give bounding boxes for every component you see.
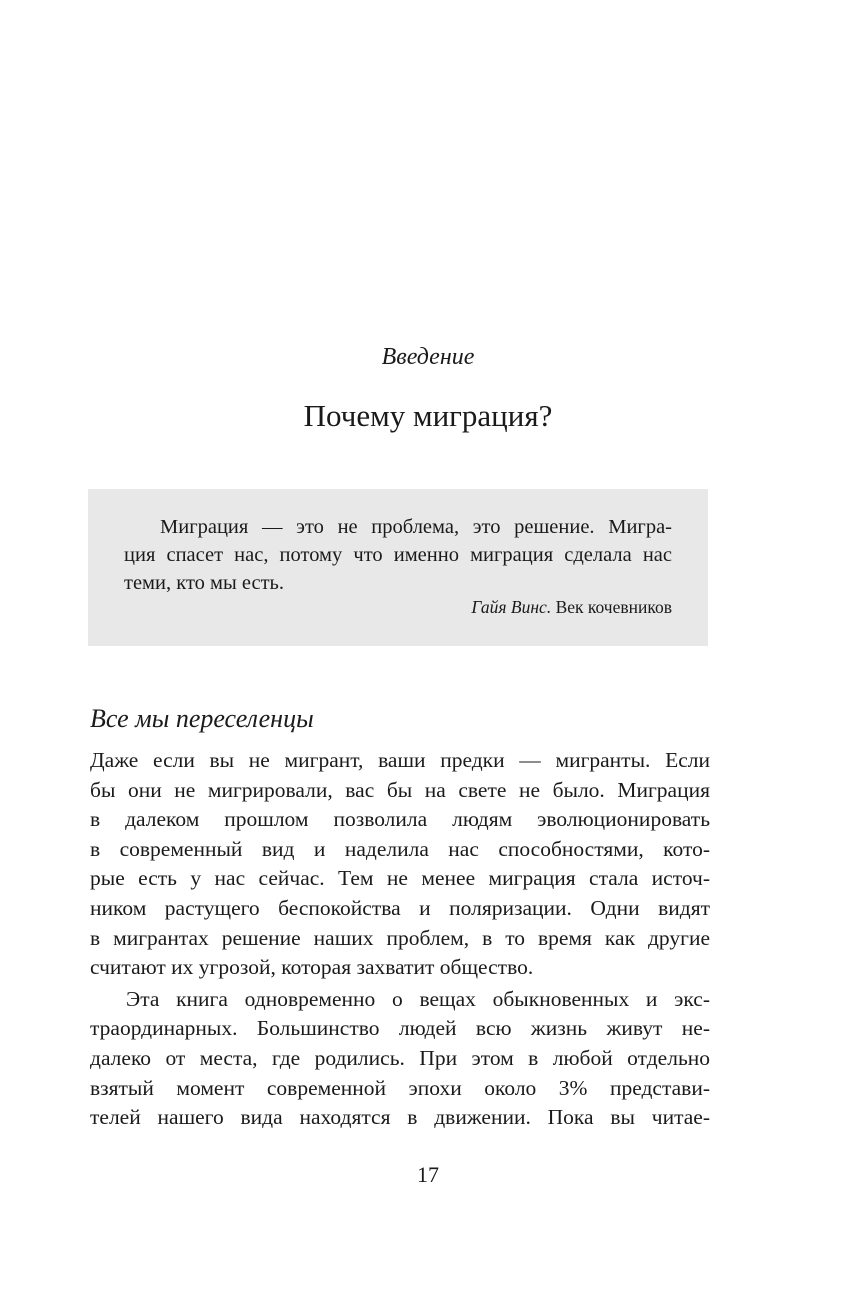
epigraph-box [88,489,708,646]
page-number: 17 [417,1162,439,1187]
text-line: траординарных. Большинство людей всю жизнь живут не- [90,1016,710,1041]
epigraph-line: Миграция — это не проблема, это решение. Мигра- [160,516,672,538]
section-label: Введение [381,344,475,370]
subheading: Все мы переселенцы [90,704,314,733]
text-line: Эта книга одновременно о вещах обыкновенных и экс- [126,986,710,1011]
epigraph-author: Гайя Винс. [471,597,552,617]
text-line: ником растущего беспокойства и поляризации. Одни видят [90,895,710,920]
epigraph-source: Век кочевников [555,597,672,617]
epigraph-line: ция спасет нас, потому что именно миграция сделала нас [124,544,672,566]
paragraph-2 [90,985,710,1133]
chapter-title: Почему миграция? [303,398,553,433]
epigraph-text [124,513,672,597]
body-text [90,746,710,1133]
text-line: Даже если вы не мигрант, ваши предки — мигранты. Если [90,748,710,772]
text-line: бы они не мигрировали, вас бы на свете не было. Миграция [90,777,710,802]
epigraph-line: теми, кто мы есть. [124,572,285,594]
text-line: далеко от места, где родились. При этом в любой отдельно [90,1045,710,1070]
text-line: в современный вид и наделила нас способностями, кото- [90,836,710,861]
text-line: телей нашего вида находятся в движении. Пока вы читае- [90,1105,710,1130]
text-line: в далеком прошлом позволила людям эволюционировать [90,807,710,832]
text-line: в мигрантах решение наших проблем, в то время как другие [90,925,710,950]
paragraph-1 [90,746,710,983]
text-line: рые есть у нас сейчас. Тем не менее миграция стала источ- [90,866,710,891]
epigraph-attribution [471,597,672,618]
text-line: считают их угрозой, которая захватит общество. [90,955,534,980]
text-line: взятый момент современной эпохи около 3% представи- [90,1075,710,1100]
